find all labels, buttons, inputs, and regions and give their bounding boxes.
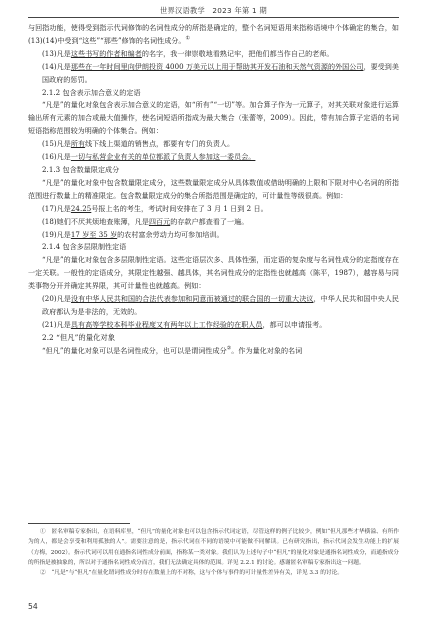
footnote-ref-1: ① [185, 35, 191, 42]
footnote-1: ① 匿名审稿专家指出，在语料库里，“但凡”的量化对象也可以包含指示代词定语，尽管这样的例子比较少，例如“但凡那些才华横溢、有所作为的人，都是会享受和利用孤独的人”。需要注意的是，指示代词在不同的语境中可能做不同解读。已有研究指出，指示代词会发生功能上的扩展（方梅，2002）。指示代词可以用在通指名词性成分前面，指称某一类对象。我们认为上述句子中“但凡”的量化对象是通指名词性成分，而通指成分的所指是被抽象的，所以对于通指名词性成分而言，我们无法确定具体的范围。详见 2.2.1 的讨论。感谢匿名审稿专家指出这一问题。 [28, 529, 400, 566]
paragraph-continued: 与回指功能，使得受到指示代词修饰的名词性成分的所指是确定的，整个名词短语用来指称语境中个体确定的集合，如(13)(14)中受到“这些”“那些”修饰的名词性成分。① [28, 23, 399, 45]
paragraph-2-2: “但凡”的量化对象可以是名词性成分，也可以是谓词性成分②。作为量化对象的名词 [42, 345, 303, 355]
footnote-ref-2: ② [226, 345, 232, 352]
paragraph-2-1-2: “凡是”的量化对象包含表示加合意义的定语，如“所有”“一切”等。加合算子作为一元算子，对其关联对象进行运算输出所有元素的加合或最大值操作，使名词短语所指成为最大集合（张蕾等，2009）。因此，带有加合算子定语的名词短语指称范围较为明确的个体集合。例如： [28, 100, 399, 136]
example-16: (16)凡是一切与私营企业有关的单位都派了负责人参加这一委员会。 [42, 152, 256, 162]
example-14: (14)凡是那些在一年时间里向伊朗投资 4000 万美元以上用于帮助其开发石油和天然气资源的外国公司，要受到美国政府的惩罚。 [42, 61, 399, 84]
footnotes [28, 527, 399, 578]
paragraph-2-1-3: “凡是”的量化对象中包含数量限定成分，这些数量限定成分从具体数值或借助明确的上限和下限对中心名词的所指范围进行数量上的精准限定。包含数量限定成分的集合所指范围是确定的，可计量性等级很高。例如： [28, 177, 399, 200]
footnote-rule [28, 523, 130, 524]
page-number: 54 [28, 602, 38, 611]
example-15: (15)凡是所有线下线上渠道的销售点，都要有专门的负责人。 [42, 139, 235, 149]
header-rule [28, 17, 399, 18]
paragraph-2-1-4: “凡是”的量化对象包含多层限制性定语。这些定语层次多、具体性强，而定语的复杂度与名词性成分的定指度存在一定关联。一般性的定语成分，其限定性越强、越具体，其名词性成分的定指性也就越高（陈平，1987），越容易与同类事物分开并确定其界限，其可计量性也就越高。例如： [28, 255, 399, 291]
example-19: (19)凡是17 岁至 35 岁的农村富余劳动力均可参加培训。 [42, 229, 224, 239]
running-head: 世界汉语教学 2023 年第 1 期 [160, 6, 267, 15]
section-heading-2-1-2: 2.1.2 包含表示加合意义的定语 [42, 87, 141, 97]
example-17: (17)凡是24.25号报上名的考生，考试时间安排在了 3 月 1 日到 2 日。 [42, 203, 268, 213]
section-heading-2-2: 2.2 “但凡”的量化对象 [42, 332, 116, 342]
example-20: (20)凡是没有中华人民共和国的合法代表参加和同意而被通过的联合国的一切重大决议，中华人民共和国中央人民政府都认为是非法的，无效的。 [42, 294, 399, 316]
example-21: (21)凡是具有高等学校本科毕业程度又有两年以上工作经验的在职人员，都可以申请报考。 [42, 319, 327, 329]
footnote-2: ② “凡是”与“但凡”在量化谓词性成分时存在数量上的不对称，这与个体与事件的可计量性差异有关，详见 3.3 的讨论。 [40, 570, 343, 577]
body-text [28, 22, 399, 358]
section-heading-2-1-4: 2.1.4 包含多层限制性定语 [42, 242, 127, 252]
example-18: (18)她们不厌其烦地查账簿，凡是四百元的存款户都查看了一遍。 [42, 216, 249, 226]
example-13: (13)凡是这些书写的作者和编者的名字，我一律崇敬地看熟记牢，把他们都当作自己的老师。 [42, 48, 334, 58]
section-heading-2-1-3: 2.1.3 包含数量限定成分 [42, 164, 120, 174]
